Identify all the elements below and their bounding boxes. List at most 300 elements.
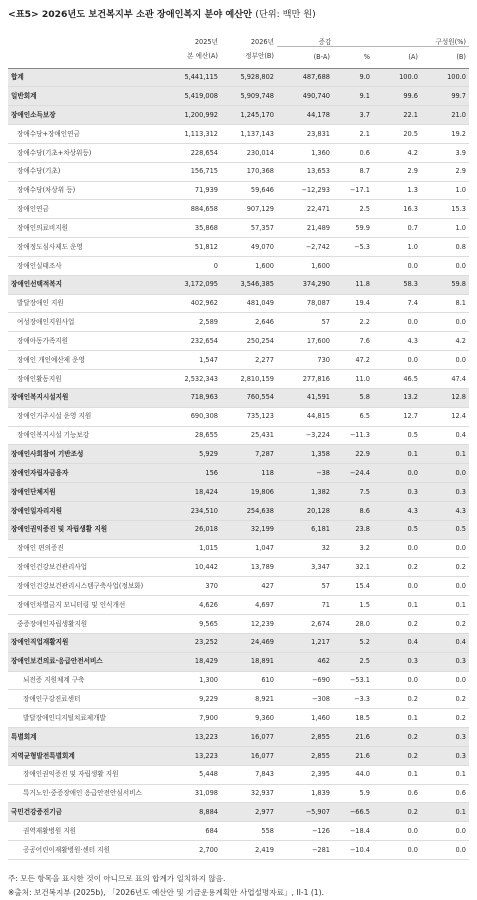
row-name: 장애인의료비지원: [8, 219, 167, 238]
row-change-pct: 1.5: [333, 596, 373, 615]
row-share-b: 0.0: [421, 464, 469, 483]
header-change-group: 증감: [277, 30, 373, 46]
row-change-amount: 374,290: [277, 275, 333, 294]
row-name: 합계: [8, 68, 167, 87]
table-row: [8, 388, 469, 407]
row-change-amount: 71: [277, 596, 333, 615]
row-change-pct: 11.0: [333, 370, 373, 389]
row-change-amount: 78,087: [277, 294, 333, 313]
row-share-b: 0.8: [421, 238, 469, 257]
row-share-a: 0.0: [373, 577, 421, 596]
row-2025-budget: 28,655: [167, 426, 221, 445]
row-2026-proposal: 4,697: [221, 596, 277, 615]
row-2026-proposal: 558: [221, 822, 277, 841]
row-change-amount: 44,815: [277, 407, 333, 426]
row-2026-proposal: 2,977: [221, 803, 277, 822]
table-row: [8, 746, 469, 765]
row-2026-proposal: 2,810,159: [221, 370, 277, 389]
table-row: [8, 370, 469, 389]
row-change-amount: 32: [277, 539, 333, 558]
table-row: [8, 690, 469, 709]
row-change-pct: 19.4: [333, 294, 373, 313]
row-2025-budget: 5,441,115: [167, 68, 221, 87]
row-change-amount: 6,181: [277, 520, 333, 539]
row-2025-budget: 1,547: [167, 351, 221, 370]
row-2026-proposal: 32,199: [221, 520, 277, 539]
header-share-b: (B): [456, 52, 466, 61]
row-change-amount: 57: [277, 577, 333, 596]
header-spacer: [8, 46, 167, 68]
row-2026-proposal: 12,239: [221, 614, 277, 633]
row-share-a: 0.3: [373, 483, 421, 502]
row-change-pct: [333, 256, 373, 275]
row-2025-budget: 1,300: [167, 671, 221, 690]
row-2026-proposal: 1,245,170: [221, 106, 277, 125]
row-share-b: 19.2: [421, 125, 469, 144]
row-change-amount: −3,224: [277, 426, 333, 445]
row-name: 장애인직업재활지원: [8, 633, 167, 652]
row-share-b: 0.0: [421, 841, 469, 860]
table-notes: [8, 872, 469, 900]
table-row: [8, 596, 469, 615]
row-share-a: 0.2: [373, 614, 421, 633]
row-share-b: 8.1: [421, 294, 469, 313]
row-2026-proposal: 1,137,143: [221, 125, 277, 144]
row-share-b: 0.1: [421, 765, 469, 784]
row-2025-budget: 402,962: [167, 294, 221, 313]
row-change-amount: −126: [277, 822, 333, 841]
row-name: 공공어린이재활병원·센터 지원: [8, 841, 167, 860]
table-row: [8, 143, 469, 162]
row-2025-budget: 156: [167, 464, 221, 483]
row-name: 중증장애인자립생활지원: [8, 614, 167, 633]
row-name: 여성장애인지원사업: [8, 313, 167, 332]
row-share-a: 0.5: [373, 520, 421, 539]
row-name: 지역균형발전특별회계: [8, 746, 167, 765]
row-change-pct: 7.6: [333, 332, 373, 351]
table-row: [8, 275, 469, 294]
row-share-a: 0.6: [373, 784, 421, 803]
row-share-b: 0.3: [421, 746, 469, 765]
row-share-a: 12.7: [373, 407, 421, 426]
row-2025-budget: 5,448: [167, 765, 221, 784]
table-row: [8, 671, 469, 690]
row-change-pct: −3.3: [333, 690, 373, 709]
header-share-a: (A): [408, 52, 418, 61]
row-share-a: 0.7: [373, 219, 421, 238]
row-name: 특거노인·중증장애인 응급안전안심서비스: [8, 784, 167, 803]
row-share-b: 100.0: [421, 68, 469, 87]
row-2025-budget: 9,229: [167, 690, 221, 709]
row-name: 장애인소득보장: [8, 106, 167, 125]
row-name: 장애인거주시설 운영 지원: [8, 407, 167, 426]
row-change-pct: 15.4: [333, 577, 373, 596]
row-name: 발달장애인 지원: [8, 294, 167, 313]
row-change-amount: −12,293: [277, 181, 333, 200]
row-2025-budget: 10,442: [167, 558, 221, 577]
row-share-a: 0.1: [373, 765, 421, 784]
row-name: 장애수당(기초+차상위등): [8, 143, 167, 162]
row-2026-proposal: 59,646: [221, 181, 277, 200]
table-row: [8, 558, 469, 577]
row-share-b: 21.0: [421, 106, 469, 125]
row-name: 장애정도심사제도 운영: [8, 238, 167, 257]
row-share-b: 0.0: [421, 313, 469, 332]
table-row: [8, 181, 469, 200]
row-2026-proposal: 907,129: [221, 200, 277, 219]
row-share-a: 0.2: [373, 558, 421, 577]
row-share-b: 0.3: [421, 652, 469, 671]
table-row: [8, 633, 469, 652]
row-2025-budget: 51,812: [167, 238, 221, 257]
row-change-amount: 22,471: [277, 200, 333, 219]
row-name: 장애인복지시설지원: [8, 388, 167, 407]
header-change-pct: %: [363, 52, 370, 61]
row-share-a: 13.2: [373, 388, 421, 407]
row-2025-budget: 13,223: [167, 746, 221, 765]
row-2025-budget: 690,308: [167, 407, 221, 426]
row-change-amount: 44,178: [277, 106, 333, 125]
row-2025-budget: 2,700: [167, 841, 221, 860]
row-change-amount: −5,907: [277, 803, 333, 822]
table-caption: [8, 8, 469, 30]
row-change-amount: 490,740: [277, 87, 333, 106]
row-share-a: 22.1: [373, 106, 421, 125]
row-2026-proposal: 18,891: [221, 652, 277, 671]
row-change-pct: 9.1: [333, 87, 373, 106]
row-2026-proposal: 170,368: [221, 162, 277, 181]
row-change-amount: 1,382: [277, 483, 333, 502]
table-row: [8, 351, 469, 370]
row-name: 장애인선택적복지: [8, 275, 167, 294]
row-2025-budget: 31,098: [167, 784, 221, 803]
table-row: [8, 577, 469, 596]
table-row: [8, 106, 469, 125]
row-change-amount: 1,460: [277, 709, 333, 728]
row-name: 장애인연금: [8, 200, 167, 219]
table-row: [8, 200, 469, 219]
row-2025-budget: 370: [167, 577, 221, 596]
row-2025-budget: 4,626: [167, 596, 221, 615]
row-share-a: 16.3: [373, 200, 421, 219]
table-row: [8, 765, 469, 784]
row-share-a: 0.2: [373, 690, 421, 709]
row-change-amount: 462: [277, 652, 333, 671]
row-share-a: 7.4: [373, 294, 421, 313]
row-change-pct: 3.2: [333, 539, 373, 558]
row-change-pct: 8.7: [333, 162, 373, 181]
table-source: ※출처: 보건복지부 (2025b), 「2026년도 예산안 및 기금운용계획안 사업설명자료」, II-1 (1).: [8, 887, 324, 897]
row-name: 장애아동가족지원: [8, 332, 167, 351]
row-name: 장애인자립자금융자: [8, 464, 167, 483]
row-share-b: 0.0: [421, 822, 469, 841]
row-share-b: 1.0: [421, 181, 469, 200]
table-row: [8, 219, 469, 238]
row-change-amount: −2,742: [277, 238, 333, 257]
row-change-pct: 21.6: [333, 728, 373, 747]
row-2026-proposal: 57,357: [221, 219, 277, 238]
table-row: [8, 539, 469, 558]
row-share-a: 4.3: [373, 332, 421, 351]
row-share-b: 0.2: [421, 690, 469, 709]
row-change-pct: −18.4: [333, 822, 373, 841]
row-2026-proposal: 735,123: [221, 407, 277, 426]
row-name: 장애인권익증진 및 자립생활 지원: [8, 520, 167, 539]
row-name: 특별회계: [8, 728, 167, 747]
row-2025-budget: 684: [167, 822, 221, 841]
row-change-amount: −38: [277, 464, 333, 483]
row-share-b: 12.8: [421, 388, 469, 407]
row-share-a: 4.2: [373, 143, 421, 162]
row-name: 장애인보건의료·응급안전서비스: [8, 652, 167, 671]
row-share-b: 0.0: [421, 539, 469, 558]
table-row: [8, 709, 469, 728]
row-change-pct: 5.8: [333, 388, 373, 407]
row-change-amount: 23,831: [277, 125, 333, 144]
header-2026-year: 2026년: [250, 38, 274, 46]
table-row: [8, 822, 469, 841]
header-share-group: 구성원(%): [373, 30, 469, 46]
row-share-a: 0.2: [373, 746, 421, 765]
table-row: [8, 652, 469, 671]
row-name: 국민건강증진기금: [8, 803, 167, 822]
row-change-pct: 5.9: [333, 784, 373, 803]
row-2025-budget: 18,424: [167, 483, 221, 502]
row-change-pct: 18.5: [333, 709, 373, 728]
row-share-b: 59.8: [421, 275, 469, 294]
row-share-a: 0.0: [373, 256, 421, 275]
row-change-pct: −10.4: [333, 841, 373, 860]
row-name: 장애인차별금지 모니터링 및 인식개선: [8, 596, 167, 615]
row-share-b: 0.4: [421, 633, 469, 652]
row-share-b: 15.3: [421, 200, 469, 219]
row-share-b: 3.9: [421, 143, 469, 162]
row-share-a: 58.3: [373, 275, 421, 294]
row-2025-budget: 0: [167, 256, 221, 275]
row-share-a: 0.0: [373, 313, 421, 332]
row-2025-budget: 35,868: [167, 219, 221, 238]
row-2026-proposal: 7,843: [221, 765, 277, 784]
row-name: 장애인 편의증진: [8, 539, 167, 558]
row-change-amount: 730: [277, 351, 333, 370]
row-share-a: 0.1: [373, 709, 421, 728]
row-2025-budget: 2,532,343: [167, 370, 221, 389]
row-change-pct: 59.9: [333, 219, 373, 238]
row-name: 장애인권익증진 및 자립생활 지원: [8, 765, 167, 784]
row-name: 장애인단체지원: [8, 483, 167, 502]
row-share-b: 47.4: [421, 370, 469, 389]
row-2026-proposal: 610: [221, 671, 277, 690]
row-change-pct: −17.1: [333, 181, 373, 200]
row-change-amount: 277,816: [277, 370, 333, 389]
row-2025-budget: 3,172,095: [167, 275, 221, 294]
row-change-amount: 3,347: [277, 558, 333, 577]
row-2025-budget: 5,419,008: [167, 87, 221, 106]
row-change-amount: 1,360: [277, 143, 333, 162]
header-2025-budget: 본 예산(A): [187, 52, 218, 61]
row-2025-budget: 156,715: [167, 162, 221, 181]
table-row: [8, 68, 469, 87]
row-change-pct: 2.5: [333, 200, 373, 219]
row-name: 장애인건강보건관리시스템구축사업(정보화): [8, 577, 167, 596]
row-2025-budget: 884,658: [167, 200, 221, 219]
row-change-pct: 7.5: [333, 483, 373, 502]
row-name: 권역재활병원 지원: [8, 822, 167, 841]
row-2026-proposal: 24,469: [221, 633, 277, 652]
table-row: [8, 614, 469, 633]
header-spacer: [8, 30, 167, 46]
row-change-pct: 21.6: [333, 746, 373, 765]
row-share-a: 46.5: [373, 370, 421, 389]
row-2026-proposal: 9,360: [221, 709, 277, 728]
row-change-pct: −66.5: [333, 803, 373, 822]
row-2026-proposal: 16,077: [221, 746, 277, 765]
row-2026-proposal: 3,546,385: [221, 275, 277, 294]
row-change-amount: 17,600: [277, 332, 333, 351]
row-share-a: 2.9: [373, 162, 421, 181]
row-name: 장애인실태조사: [8, 256, 167, 275]
row-change-amount: 1,839: [277, 784, 333, 803]
row-share-a: 100.0: [373, 68, 421, 87]
table-row: [8, 426, 469, 445]
table-row: [8, 728, 469, 747]
row-2025-budget: 718,963: [167, 388, 221, 407]
table-unit: (단위: 백만 원): [255, 9, 316, 20]
header-2026-proposal: 정부안(B): [245, 52, 274, 61]
table-row: [8, 483, 469, 502]
row-change-amount: 487,688: [277, 68, 333, 87]
table-row: [8, 238, 469, 257]
row-share-b: 0.4: [421, 426, 469, 445]
row-change-amount: −690: [277, 671, 333, 690]
row-2025-budget: 18,429: [167, 652, 221, 671]
row-share-a: 0.1: [373, 596, 421, 615]
row-share-a: 0.1: [373, 445, 421, 464]
row-change-pct: 0.6: [333, 143, 373, 162]
row-share-b: 0.1: [421, 445, 469, 464]
table-header: [8, 30, 469, 68]
row-share-b: 0.2: [421, 709, 469, 728]
table-row: [8, 407, 469, 426]
row-change-pct: 2.5: [333, 652, 373, 671]
header-2025-year: 2025년: [194, 38, 218, 46]
row-2025-budget: 1,113,312: [167, 125, 221, 144]
row-2025-budget: 13,223: [167, 728, 221, 747]
row-share-b: 0.1: [421, 596, 469, 615]
table-row: [8, 87, 469, 106]
table-row: [8, 501, 469, 520]
row-change-amount: 13,653: [277, 162, 333, 181]
row-change-amount: 1,217: [277, 633, 333, 652]
row-2025-budget: 5,929: [167, 445, 221, 464]
row-change-pct: −24.4: [333, 464, 373, 483]
row-share-b: 0.5: [421, 520, 469, 539]
table-note: 주: 모든 항목을 표시한 것이 아니므로 표의 합계가 일치하지 않음.: [8, 873, 226, 883]
row-name: 장애인사회참여 기반조성: [8, 445, 167, 464]
row-share-a: 1.3: [373, 181, 421, 200]
row-share-a: 0.0: [373, 464, 421, 483]
row-2026-proposal: 1,600: [221, 256, 277, 275]
row-change-pct: 23.8: [333, 520, 373, 539]
table-body: [8, 68, 469, 859]
table-row: [8, 841, 469, 860]
row-share-a: 0.3: [373, 652, 421, 671]
row-change-amount: 1,358: [277, 445, 333, 464]
row-change-pct: 8.6: [333, 501, 373, 520]
row-name: 뇌전증 지원체계 구축: [8, 671, 167, 690]
row-share-a: 20.5: [373, 125, 421, 144]
row-change-amount: 1,600: [277, 256, 333, 275]
row-2026-proposal: 19,806: [221, 483, 277, 502]
table-row: [8, 162, 469, 181]
row-2026-proposal: 8,921: [221, 690, 277, 709]
row-2025-budget: 1,200,992: [167, 106, 221, 125]
row-change-amount: 2,395: [277, 765, 333, 784]
row-2025-budget: 232,654: [167, 332, 221, 351]
row-share-b: 0.2: [421, 558, 469, 577]
table-row: [8, 445, 469, 464]
row-share-a: 0.2: [373, 728, 421, 747]
row-share-a: 1.0: [373, 238, 421, 257]
row-change-pct: 22.9: [333, 445, 373, 464]
row-2025-budget: 1,015: [167, 539, 221, 558]
row-2025-budget: 7,900: [167, 709, 221, 728]
row-share-b: 0.6: [421, 784, 469, 803]
row-2025-budget: 26,018: [167, 520, 221, 539]
row-share-a: 0.0: [373, 841, 421, 860]
table-row: [8, 784, 469, 803]
row-2026-proposal: 427: [221, 577, 277, 596]
row-change-pct: 6.5: [333, 407, 373, 426]
row-name: 장애인복지시설 기능보강: [8, 426, 167, 445]
row-change-amount: 2,855: [277, 728, 333, 747]
row-change-amount: 57: [277, 313, 333, 332]
row-2026-proposal: 2,646: [221, 313, 277, 332]
header-change-amount: (B-A): [313, 52, 330, 61]
row-2025-budget: 8,884: [167, 803, 221, 822]
row-share-a: 0.2: [373, 803, 421, 822]
row-share-a: 4.3: [373, 501, 421, 520]
row-2026-proposal: 2,277: [221, 351, 277, 370]
row-name: 장애인일자리지원: [8, 501, 167, 520]
row-share-b: 12.4: [421, 407, 469, 426]
row-share-a: 0.0: [373, 539, 421, 558]
table-row: [8, 332, 469, 351]
row-share-a: 0.0: [373, 671, 421, 690]
row-name: 일반회계: [8, 87, 167, 106]
row-name: 장애인건강보건관리사업: [8, 558, 167, 577]
row-change-pct: 9.0: [333, 68, 373, 87]
row-share-b: 0.0: [421, 351, 469, 370]
row-share-b: 4.3: [421, 501, 469, 520]
row-change-pct: 28.0: [333, 614, 373, 633]
row-change-pct: 3.7: [333, 106, 373, 125]
table-row: [8, 313, 469, 332]
row-change-pct: −53.1: [333, 671, 373, 690]
row-name: 발달장애인디지털치료제개발: [8, 709, 167, 728]
row-2026-proposal: 1,047: [221, 539, 277, 558]
row-2025-budget: 9,565: [167, 614, 221, 633]
table-title: <표5> 2026년도 보건복지부 소관 장애인복지 분야 예산안: [8, 9, 253, 20]
row-change-pct: 2.1: [333, 125, 373, 144]
row-share-a: 0.0: [373, 351, 421, 370]
row-share-a: 0.4: [373, 633, 421, 652]
row-2026-proposal: 481,049: [221, 294, 277, 313]
table-row: [8, 125, 469, 144]
row-change-pct: 47.2: [333, 351, 373, 370]
row-2026-proposal: 230,014: [221, 143, 277, 162]
table-row: [8, 520, 469, 539]
